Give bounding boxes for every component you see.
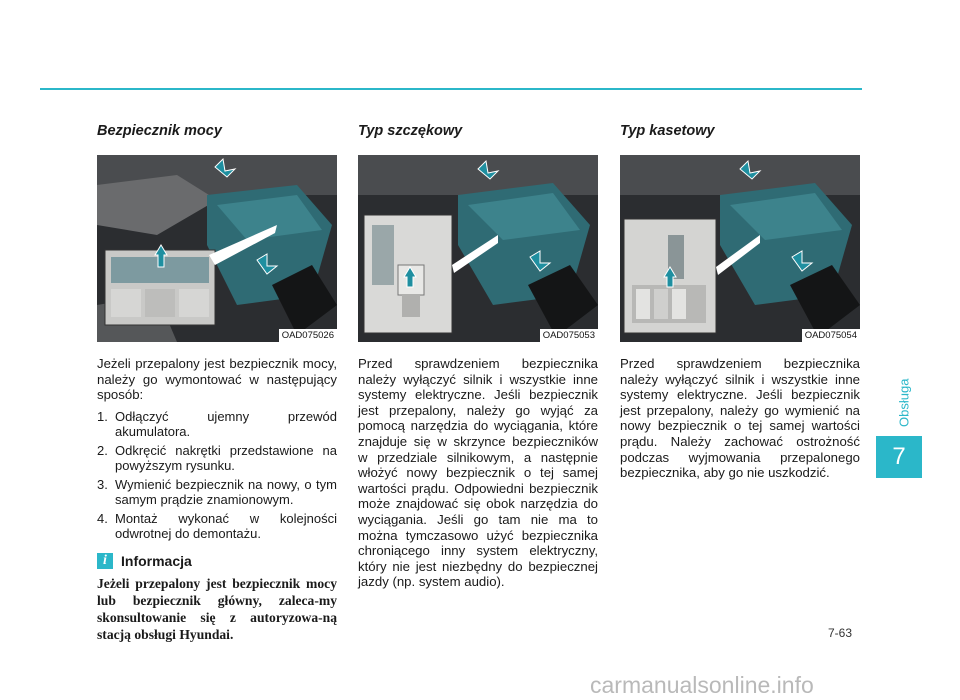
header-rule bbox=[40, 88, 862, 90]
body-text: Przed sprawdzeniem bezpiecznika należy wyłączyć silnik i wszystkie inne systemy elektryczne. Jeśli bezpiecznik jest przepalony, należy go wyjąć za pomocą narzędzia do wyciągania, które znajduje się w skrzynce bezpieczników w przedziale silnikowym, a następnie włożyć nowy bezpiecznik o tej samej wartości prądu. Odpowiedni bezpiecznik może znajdować się obok narzędzia do wyciągania. Jeśli go tam nie ma to można tymczasowo użyć bezpiecznika chroniącego inny system elektryczny, który nie jest niezbędny do bezpiecznej jazdy (np. system audio). bbox=[358, 356, 598, 590]
section-title: Typ kasetowy bbox=[620, 123, 715, 139]
info-text: Jeżeli przepalony jest bezpiecznik mocy lub bezpiecznik główny, zaleca-my skonsultowanie się z autoryzowa-ną stacją obsługi Hyundai. bbox=[97, 575, 337, 642]
section-title: Typ szczękowy bbox=[358, 123, 463, 139]
body-text: Przed sprawdzeniem bezpiecznika należy wyłączyć silnik i wszystkie inne systemy elektryczne. Jeśli bezpiecznik jest przepalony, należy go wymienić na nowy bezpiecznik o tej samej wartości prądu. Należy zachować ostrożność podczas wyjmowania przepalonego bezpiecznika, aby go nie uszkodzić. bbox=[620, 356, 860, 481]
step-list bbox=[97, 409, 337, 541]
image-code: OAD075026 bbox=[279, 329, 337, 342]
list-item: 1. Odłączyć ujemny przewód akumulatora. bbox=[97, 408, 337, 439]
info-heading bbox=[97, 553, 337, 569]
list-item: 4. Montaż wykonać w kolejności odwrotnej do demontażu. bbox=[97, 510, 337, 541]
chapter-side-label: Obsługa bbox=[896, 378, 912, 428]
info-title: Informacja bbox=[121, 552, 192, 569]
list-item: 3. Wymienić bezpiecznik na nowy, o tym samym prądzie znamionowym. bbox=[97, 476, 337, 507]
watermark: carmanualsonline.info bbox=[590, 672, 814, 698]
info-icon: i bbox=[97, 553, 113, 569]
image-code: OAD075054 bbox=[802, 329, 860, 342]
image-code: OAD075053 bbox=[540, 329, 598, 342]
section-power-fuse bbox=[97, 123, 337, 643]
intro-text: Jeżeli przepalony jest bezpiecznik mocy, należy go wymontować w następujący sposób: bbox=[97, 356, 337, 403]
chapter-number-badge: 7 bbox=[876, 436, 922, 478]
section-title: Bezpiecznik mocy bbox=[97, 123, 222, 139]
engine-bay-photo bbox=[358, 155, 598, 342]
engine-bay-photo bbox=[620, 155, 860, 342]
section-cartridge-type bbox=[620, 123, 860, 481]
page-number: 7-63 bbox=[828, 626, 853, 640]
section-blade-type bbox=[358, 123, 598, 590]
engine-bay-photo bbox=[97, 155, 337, 342]
list-item: 2. Odkręcić nakrętki przedstawione na powyższym rysunku. bbox=[97, 442, 337, 473]
